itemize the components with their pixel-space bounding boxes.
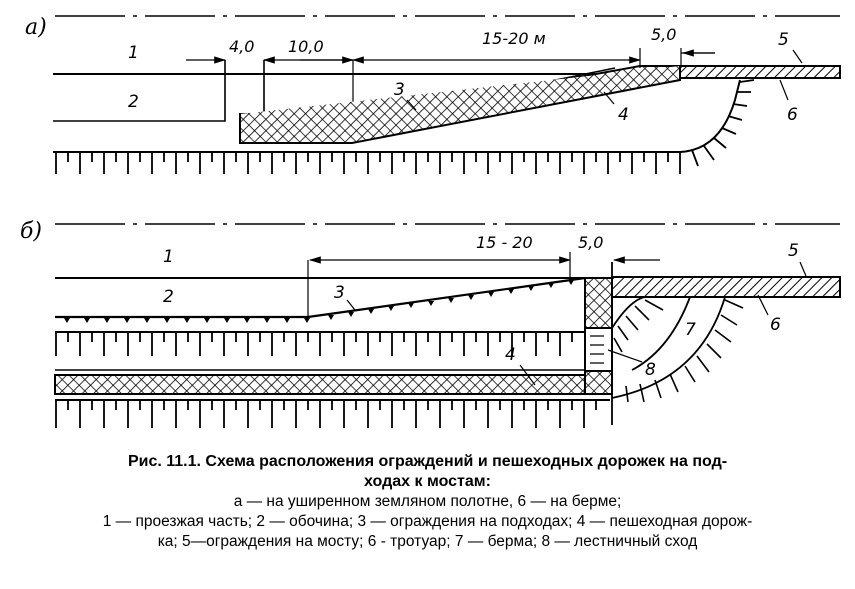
footpath <box>55 375 610 394</box>
caption-title-1: Рис. 11.1. Схема расположения ограждений и пешеходных дорожек на под- <box>127 453 728 470</box>
approach-guardrail <box>55 278 585 317</box>
shoulder-edge <box>53 60 225 121</box>
caption-line-3: а — на уширенном земляном полотне, 6 — на берме; <box>233 493 622 510</box>
dim-10: 10,0 <box>288 37 324 56</box>
panel-a <box>25 15 840 174</box>
label-guardrail: 3 <box>394 80 405 100</box>
label-stairs: 8 <box>645 360 656 380</box>
label-footpath: 4 <box>505 345 516 365</box>
label-carriageway: 1 <box>163 247 174 267</box>
label-bridge-railing: 5 <box>788 241 799 261</box>
label-shoulder: 2 <box>128 92 139 112</box>
dim-5: 5,0 <box>651 25 677 44</box>
label-sidewalk: 6 <box>787 105 798 125</box>
dim-15-20: 15 - 20 <box>476 233 533 252</box>
panel-a-marker: а) <box>25 15 47 40</box>
dim-5: 5,0 <box>578 233 604 252</box>
label-sidewalk: 6 <box>770 315 781 335</box>
label-footpath: 4 <box>618 105 629 125</box>
label-guardrail: 3 <box>334 283 345 303</box>
berm-inner <box>632 297 690 370</box>
dim-4: 4,0 <box>229 37 255 56</box>
footpath-body <box>240 66 680 143</box>
staircase <box>585 328 612 371</box>
label-berm: 7 <box>685 320 696 340</box>
caption-line-5: ка; 5—ограждения на мосту; 6 - тротуар; 7 — берма; 8 — лестничный сход <box>157 533 698 550</box>
label-carriageway: 1 <box>128 43 139 63</box>
berm-outer <box>612 297 725 398</box>
label-bridge-railing: 5 <box>778 30 789 50</box>
caption-title-2: ходах к мостам: <box>364 473 491 490</box>
panel-b <box>20 219 840 428</box>
caption-line-4: 1 — проезжая часть; 2 — обочина; 3 — ограждения на подходах; 4 — пешеходная дорож- <box>102 513 753 530</box>
figure-caption <box>0 452 855 552</box>
bridge-sidewalk <box>612 277 840 297</box>
dim-15-20: 15-20 м <box>482 29 546 48</box>
panel-b-marker: б) <box>20 219 43 244</box>
label-shoulder: 2 <box>163 287 174 307</box>
bridge-sidewalk <box>680 66 840 78</box>
